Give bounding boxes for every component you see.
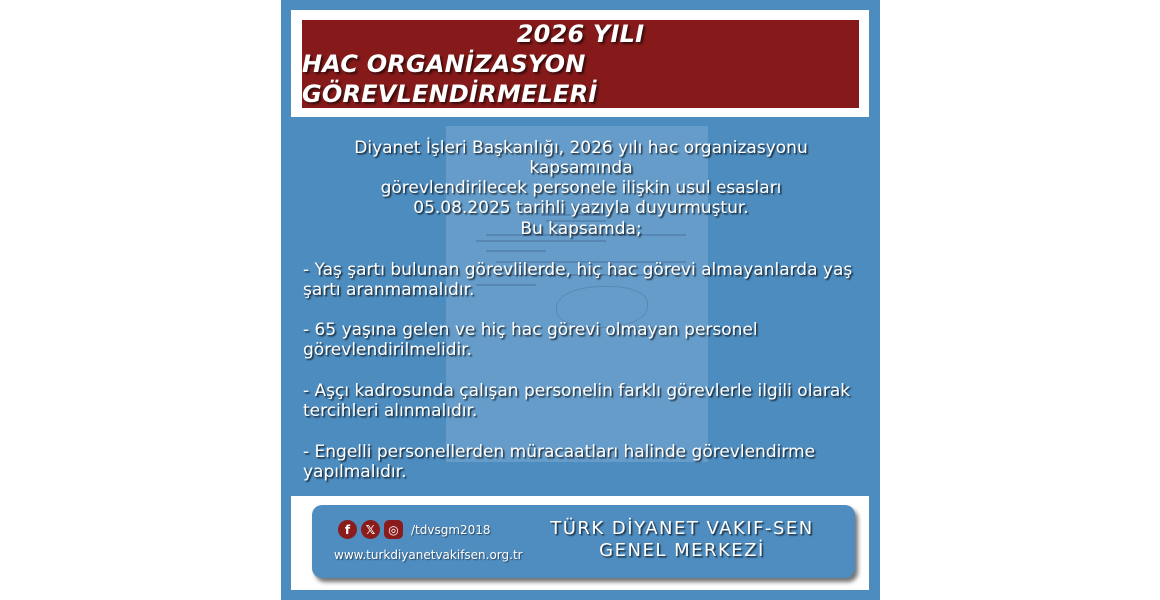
list-item-line: şartı aranmamalıdır.	[303, 280, 475, 300]
list-item-line: görevlendirilmelidir.	[303, 340, 473, 360]
x-icon[interactable]: 𝕏	[361, 520, 380, 539]
organization-name	[532, 518, 832, 562]
intro-paragraph	[301, 138, 861, 218]
announcement-panel	[281, 0, 880, 600]
list-item	[303, 320, 863, 360]
social-links	[338, 520, 491, 539]
instagram-icon[interactable]: ◎	[384, 520, 403, 539]
title-main: HAC ORGANİZASYON GÖREVLENDİRMELERİ	[302, 50, 598, 108]
list-item	[303, 442, 863, 482]
intro-line: görevlendirilecek personele ilişkin usul esasları	[380, 178, 782, 198]
org-name-line: TÜRK DİYANET VAKIF-SEN	[550, 518, 814, 539]
social-handle: /tdvsgm2018	[411, 522, 491, 537]
list-item-line: - Yaş şartı bulunan görevlilerde, hiç hac görevi almayanlarda yaş	[303, 260, 853, 280]
website-url: www.turkdiyanetvakifsen.org.tr	[334, 548, 523, 562]
intro-line: Diyanet İşleri Başkanlığı, 2026 yılı hac organizasyonu kapsamında	[354, 138, 808, 178]
footer-frame	[291, 496, 869, 590]
facebook-icon[interactable]: f	[338, 520, 357, 539]
list-item-line: tercihleri alınmalıdır.	[303, 401, 478, 421]
org-name-line: GENEL MERKEZİ	[599, 540, 765, 561]
doc-line	[476, 240, 606, 242]
list-item-line: - Engelli personellerden müracaatları halinde görevlendirme	[303, 442, 816, 462]
footer-card	[312, 505, 855, 578]
list-item-line: - 65 yaşına gelen ve hiç hac görevi olmayan personel	[303, 320, 758, 340]
title-frame	[291, 10, 869, 117]
doc-line	[486, 250, 546, 252]
list-item	[303, 381, 863, 421]
title-year: 2026 YILI	[516, 20, 645, 48]
title-banner	[302, 20, 859, 108]
subheading: Bu kapsamda;	[520, 219, 642, 239]
intro-line: 05.08.2025 tarihli yazıyla duyurmuştur.	[413, 198, 749, 218]
list-item-line: yapılmalıdır.	[303, 462, 407, 482]
list-item-line: - Aşçı kadrosunda çalışan personelin farklı görevlerle ilgili olarak	[303, 381, 851, 401]
list-item	[303, 260, 863, 300]
